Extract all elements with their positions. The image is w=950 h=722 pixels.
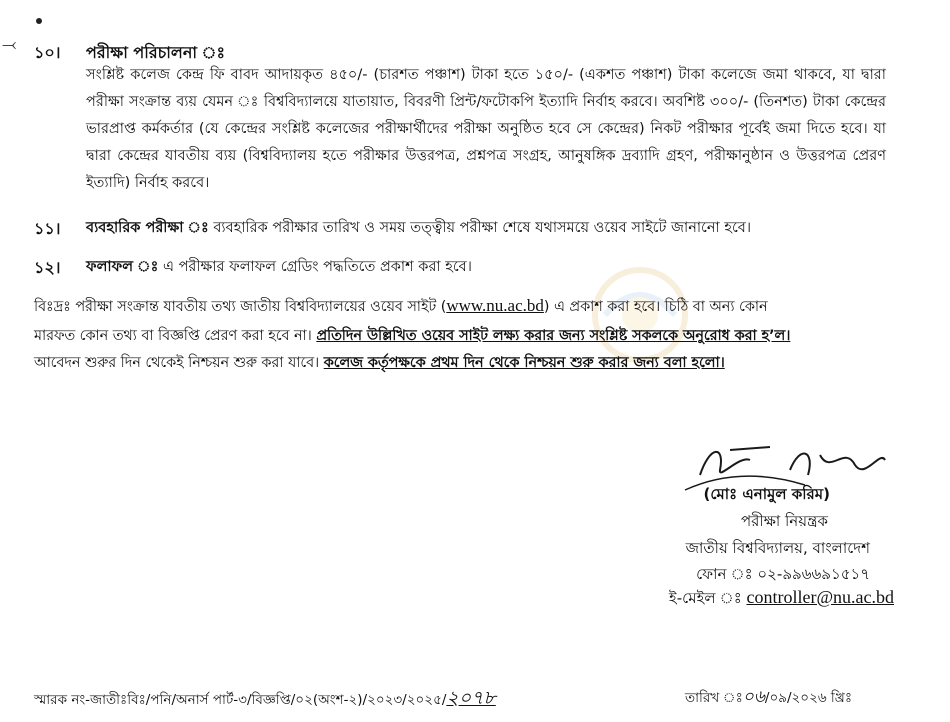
note-line-2 — [34, 325, 790, 349]
item-11-row — [86, 217, 751, 241]
signatory-institution: জাতীয় বিশ্ববিদ্যালয়, বাংলাদেশ — [685, 539, 870, 557]
note-line-1 — [34, 296, 768, 320]
item-10-body: সংশ্লিষ্ট কলেজ কেন্দ্র ফি বাবদ আদায়কৃত ৪৫০/- (চারশত পঞ্চাশ) টাকা হতে ১৫০/- (একশত পঞ্চাশ) টাকা কলেজে জমা থাকবে, যা দ্বারা পরীক্ষা সংক্রান্ত ব্যয় যেমন ঃ বিশ্ববিদ্যালয়ে যাতায়াত, বিবরণী প্রিন্ট/ফটোকপি ইত্যাদি নির্বাহ করবে। অবশিষ্ট ৩০০/- (তিনশত) টাকা কেন্দ্রের ভারপ্রাপ্ত কর্মকর্তার (যে কেন্দ্রের সংশ্লিষ্ট কলেজের পরীক্ষার্থীদের পরীক্ষা অনুষ্ঠিত হবে সে কেন্দ্রের) নিকট পরীক্ষার পূর্বেই জমা দিতে হবে। যা দ্বারা কেন্দ্রের যাবতীয় ব্যয় (বিশ্ববিদ্যালয় হতে পরীক্ষার উত্তরপত্র, প্রশ্নপত্র সংগ্রহ, আনুষঙ্গিক দ্রব্যাদি গ্রহণ, পরীক্ষানুষ্ঠান ও উত্তরপত্র প্রেরণ ইত্যাদি) নির্বাহ করবে। — [86, 67, 886, 191]
nu-website-link[interactable]: www.nu.ac.bd — [446, 296, 544, 315]
memo-text: স্মারক নং-জাতীঃবিঃ/পনি/অনার্স পার্ট-৩/বিজ্ঞপ্তি/০২(অংশ-২)/২০২৩/২০২৫/ — [34, 692, 447, 708]
item-12-number: ১২। — [34, 258, 61, 277]
date-label: তারিখ ঃ — [685, 690, 743, 706]
item-12-title: ফলাফল ঃ — [86, 259, 159, 275]
signatory-designation: পরীক্ষা নিয়ন্ত্রক — [741, 512, 828, 530]
item-11-number: ১১। — [34, 219, 61, 238]
signatory-phone: ফোন ঃ ০২-৯৯৬৬৯১৫১৭ — [696, 565, 870, 583]
item-11-body: ব্যবহারিক পরীক্ষার তারিখ ও সময় তত্ত্বীয় পরীক্ষা শেষে যথাসময়ে ওয়েব সাইটে জানানো হবে। — [213, 220, 752, 236]
item-11-title: ব্যবহারিক পরীক্ষা ঃ — [86, 220, 209, 236]
email-label: ই-মেইল ঃ — [668, 589, 747, 607]
controller-email-link[interactable]: controller@nu.ac.bd — [746, 587, 894, 607]
signatory-name: (মোঃ এনামুল করিম) — [703, 485, 830, 503]
memo-handwritten: ২০৭৮ — [446, 687, 496, 709]
note-after-url: ) এ প্রকাশ করা হবে। চিঠি বা অন্য কোন — [543, 299, 768, 315]
date-handwritten: ০৬ — [742, 687, 765, 707]
memo-number — [34, 684, 496, 716]
note-line-2-plain: মারফত কোন তথ্য বা বিজ্ঞপ্তি প্রেরণ করা হবে না। — [34, 328, 317, 344]
bullet-dot — [36, 18, 42, 24]
date-rest: /০৯/২০২৬ খ্রিঃ — [764, 690, 853, 706]
note-line-3-underlined: কলেজ কর্তৃপক্ষকে প্রথম দিন থেকে নিশ্চয়ন শুরু করার জন্য বলা হলো। — [323, 355, 725, 371]
note-line-3-plain: আবেদন শুরুর দিন থেকেই নিশ্চয়ন শুরু করা যাবে। — [34, 355, 324, 371]
note-line-2-underlined: প্রতিদিন উল্লিখিত ওয়েব সাইট লক্ষ্য করার জন্য সংশ্লিষ্ট সকলকে অনুরোধ করা হ’ল। — [316, 328, 791, 344]
item-10-title: পরীক্ষা পরিচালনা ঃ — [86, 43, 225, 62]
margin-mark: ⤙ — [2, 34, 17, 55]
signatory-email-row — [669, 587, 894, 612]
memo-date — [685, 684, 852, 712]
item-12-body: এ পরীক্ষার ফলাফল গ্রেডিং পদ্ধতিতে প্রকাশ করা হবে। — [162, 259, 472, 275]
item-12-row — [86, 256, 472, 280]
item-10-number: ১০। — [34, 43, 61, 62]
note-line-3 — [34, 352, 725, 376]
note-prefix: বিঃদ্রঃ পরীক্ষা সংক্রান্ত যাবতীয় তথ্য জাতীয় বিশ্ববিদ্যালয়ের ওয়েব সাইট ( — [34, 299, 447, 315]
